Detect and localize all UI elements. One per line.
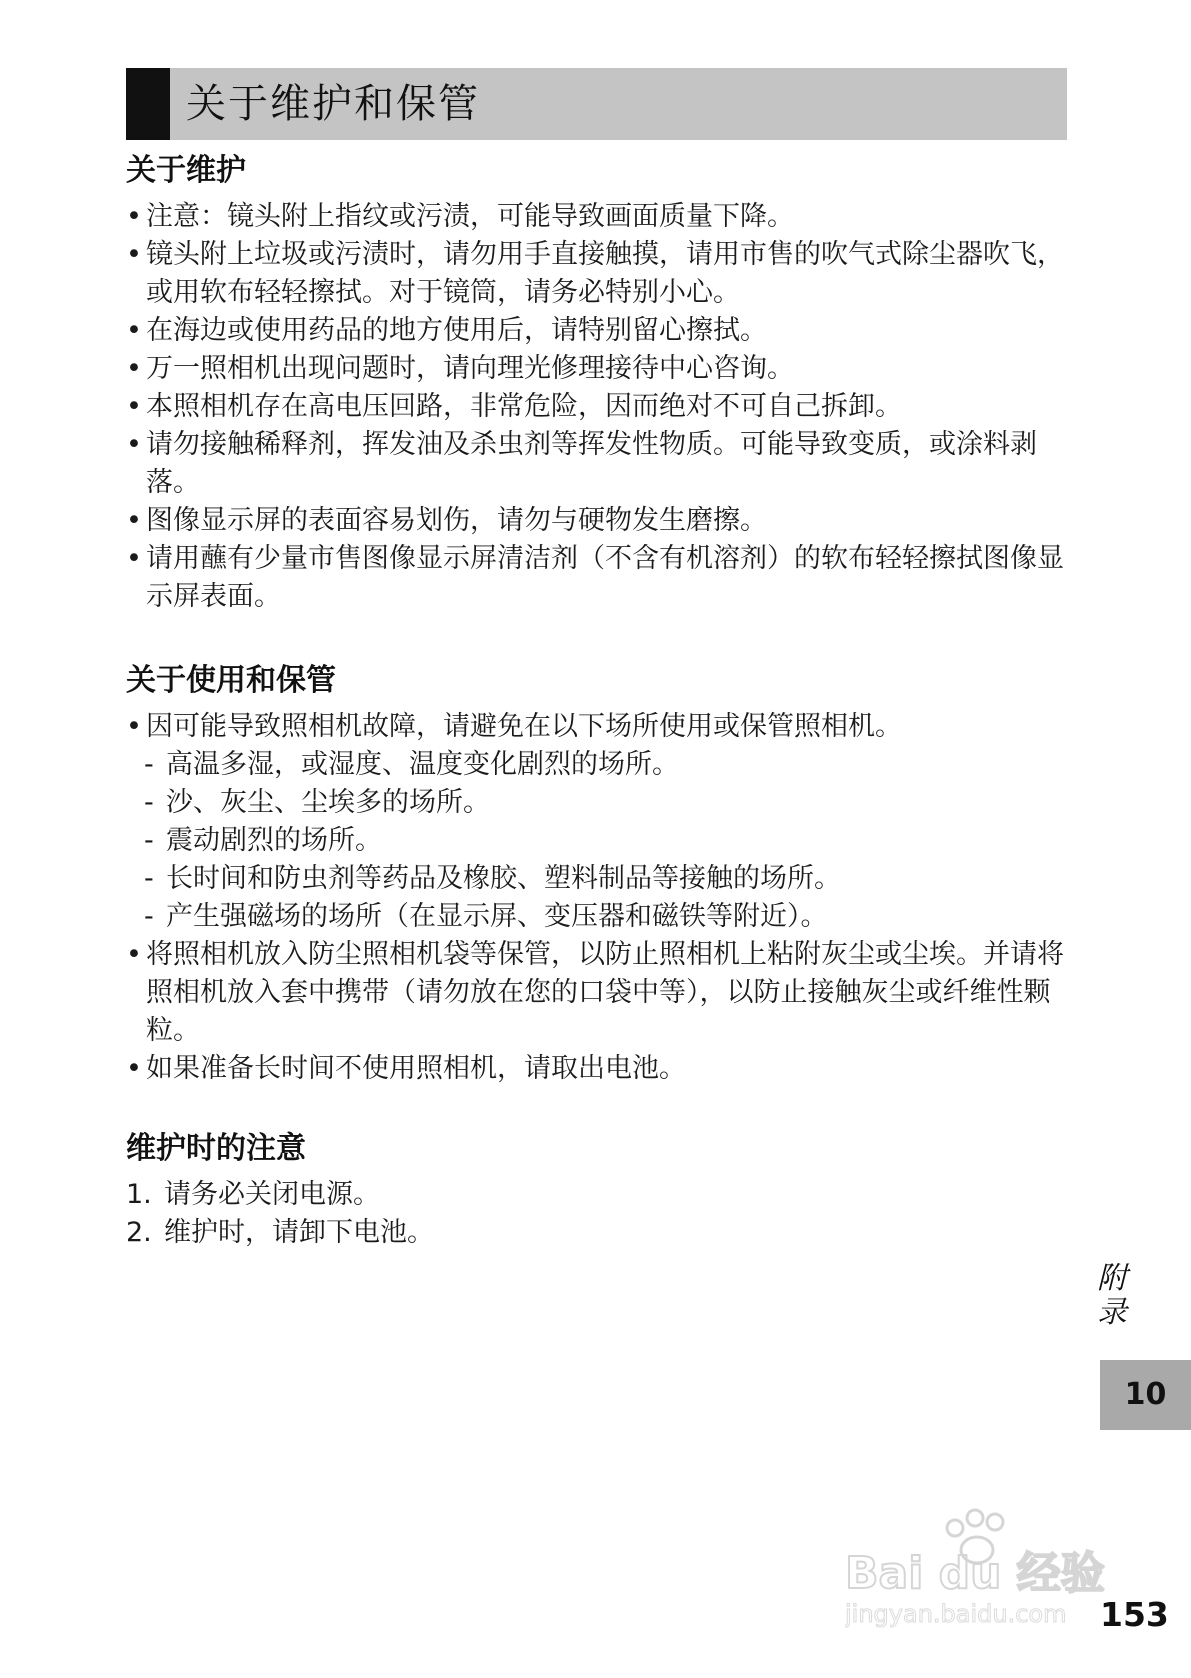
section-heading: 关于使用和保管 [126,663,336,698]
section-heading: 关于维护 [126,153,246,188]
dash-marker: - [144,901,154,932]
list-item-text: 在海边或使用药品的地方使用后，请特别留心擦拭。 [146,315,767,346]
list-item-text: 请勿接触稀释剂，挥发油及杀虫剂等挥发性物质。可能导致变质，或涂料剥落。 [146,429,1037,498]
dash-marker: - [144,825,154,856]
baidu-watermark-logo [845,1500,1115,1630]
sub-list-item [126,784,1071,822]
section-usage-storage [126,662,1071,1088]
list-item [126,502,1071,540]
bullet-marker: • [126,353,142,384]
list-item-text: 万一照相机出现问题时，请向理光修理接待中心咨询。 [146,353,794,384]
list-item [126,708,1071,746]
list-item-text: 高温多湿，或湿度、温度变化剧烈的场所。 [166,749,679,780]
bullet-list [126,198,1071,616]
list-item-text: 请务必关闭电源。 [164,1179,380,1210]
watermark-brand-text: Bai du 经验 [845,1548,1105,1599]
bullet-marker: • [126,939,142,970]
sub-list-item [126,860,1071,898]
list-item [126,312,1071,350]
list-item-text: 震动剧烈的场所。 [166,825,382,856]
dash-marker: - [144,787,154,818]
list-item-text: 将照相机放入防尘照相机袋等保管，以防止照相机上粘附灰尘或尘埃。并请将照相机放入套中携带（请勿放在您的口袋中等），以防止接触灰尘或纤维性颗粒。 [146,939,1064,1046]
list-item [126,1050,1071,1088]
title-block-marker [126,68,170,140]
numbered-item [126,1176,1071,1214]
list-item [126,198,1071,236]
list-item-text: 镜头附上垃圾或污渍时，请勿用手直接触摸，请用市售的吹气式除尘器吹飞，或用软布轻轻擦拭。对于镜筒，请务必特别小心。 [146,239,1064,308]
watermark-url-text: jingyan.baidu.com [845,1600,1067,1628]
numbered-item [126,1214,1071,1252]
list-item-text: 注意：镜头附上指纹或污渍，可能导致画面质量下降。 [146,201,794,232]
sub-list-item [126,746,1071,784]
paw-toe-icon [947,1520,963,1536]
page-title: 关于维护和保管 [186,81,480,127]
dash-marker: - [144,749,154,780]
chapter-tab: 10 [1100,1360,1191,1430]
list-item-text: 沙、灰尘、尘埃多的场所。 [166,787,490,818]
appendix-side-label: 附录 [1097,1261,1127,1330]
list-item [126,236,1071,312]
list-item-text: 产生强磁场的场所（在显示屏、变压器和磁铁等附近）。 [166,901,828,932]
list-item [126,936,1071,1050]
item-number: 2. [126,1217,152,1248]
list-item [126,388,1071,426]
sub-list-item [126,898,1071,936]
title-bar [126,68,1067,140]
list-item-text: 图像显示屏的表面容易划伤，请勿与硬物发生磨擦。 [146,505,767,536]
section-maintenance-notes [126,1130,1071,1252]
dash-marker: - [144,863,154,894]
bullet-marker: • [126,711,142,742]
list-item [126,426,1071,502]
sub-list-item [126,822,1071,860]
section-heading: 维护时的注意 [126,1131,306,1166]
bullet-marker: • [126,429,142,460]
bullet-marker: • [126,315,142,346]
item-number: 1. [126,1179,152,1210]
bullet-marker: • [126,505,142,536]
list-item-text: 因可能导致照相机故障，请避免在以下场所使用或保管照相机。 [146,711,902,742]
bullet-marker: • [126,543,142,574]
page-number: 153 [1100,1595,1169,1634]
numbered-list [126,1176,1071,1252]
list-item [126,540,1071,616]
bullet-marker: • [126,391,142,422]
list-item-text: 如果准备长时间不使用照相机，请取出电池。 [146,1053,686,1084]
paw-toe-icon [987,1514,1003,1530]
list-item-text: 维护时，请卸下电池。 [164,1217,434,1248]
list-item-text: 本照相机存在高电压回路，非常危险，因而绝对不可自己拆卸。 [146,391,902,422]
bullet-marker: • [126,239,142,270]
paw-toe-icon [967,1510,983,1526]
list-item [126,350,1071,388]
list-item-text: 请用蘸有少量市售图像显示屏清洁剂（不含有机溶剂）的软布轻轻擦拭图像显示屏表面。 [146,543,1064,612]
section-maintenance [126,152,1071,616]
bullet-list [126,708,1071,1088]
bullet-marker: • [126,1053,142,1084]
bullet-marker: • [126,201,142,232]
list-item-text: 长时间和防虫剂等药品及橡胶、塑料制品等接触的场所。 [166,863,841,894]
